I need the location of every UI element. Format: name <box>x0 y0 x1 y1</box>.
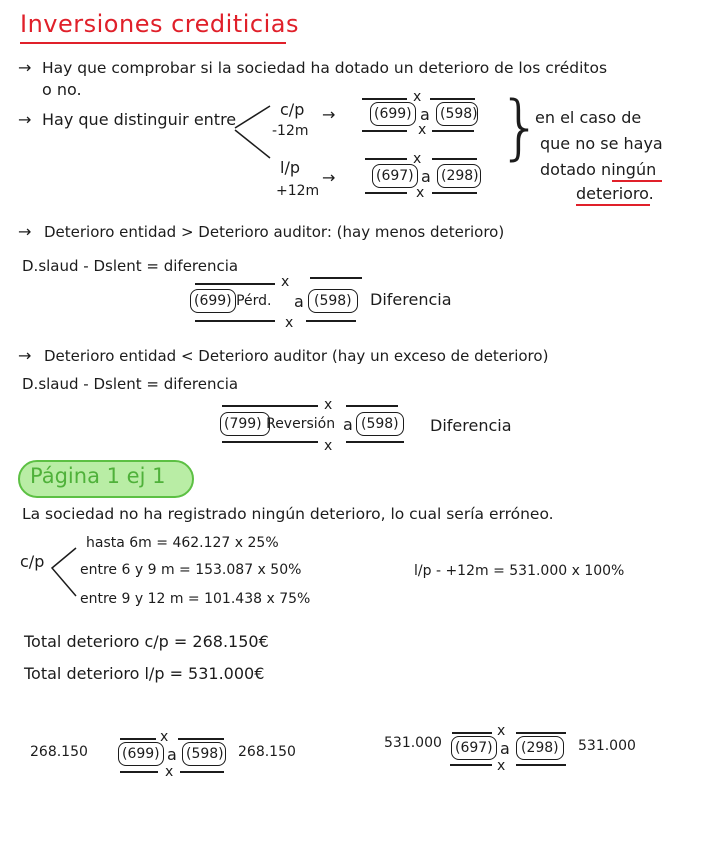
lp-label: l/p <box>280 158 300 177</box>
entry2-a: a <box>500 739 510 758</box>
entry-rule <box>516 764 566 766</box>
entry1-right-amount: 268.150 <box>238 744 296 760</box>
entry-rule <box>222 405 318 407</box>
entry-rule <box>432 130 474 132</box>
case1-heading: Deterioro entidad > Deterioro auditor: (hay menos deterioro) <box>44 223 505 241</box>
cp-row-3: entre 9 y 12 m = 101.438 x 75% <box>80 591 311 607</box>
branch-lines <box>230 100 280 180</box>
right-brace: } <box>498 86 543 168</box>
entry-rule <box>195 283 275 285</box>
lp-row: l/p - +12m = 531.000 x 100% <box>414 563 625 579</box>
entry-rule <box>365 192 407 194</box>
entry-rule <box>120 738 156 740</box>
account-699: (699) <box>374 106 412 122</box>
entry-mark: x <box>160 729 169 745</box>
entry2-right-amount: 531.000 <box>578 738 636 754</box>
note-line-3: dotado ningún <box>540 160 657 179</box>
entry-mark: x <box>413 89 422 105</box>
case2-formula: D.slaud - Dslent = diferencia <box>22 375 239 393</box>
entry-rule <box>195 320 275 322</box>
entry-rule <box>450 764 492 766</box>
account-697: (697) <box>376 168 414 184</box>
entry-rule <box>346 441 404 443</box>
entry-rule <box>346 405 398 407</box>
entry-a: a <box>421 167 431 186</box>
case1-amount: Diferencia <box>370 290 452 309</box>
entry-rule <box>516 732 566 734</box>
case1-debit: (699) Pérd. <box>194 293 272 309</box>
page-title: Inversiones crediticias <box>20 10 299 38</box>
entry-rule <box>362 130 407 132</box>
entry-mark: x <box>281 274 290 290</box>
bullet-arrow-icon: → <box>18 222 32 241</box>
entry1-credit: (598) <box>186 746 224 762</box>
bullet-arrow-icon: → <box>18 346 32 365</box>
account-298: (298) <box>441 168 479 184</box>
entry2-debit: (697) <box>455 740 493 756</box>
entry-mark: x <box>165 764 174 780</box>
entry-rule <box>180 771 224 773</box>
case2-debit: (799) Reversión <box>224 416 336 432</box>
case2-amount: Diferencia <box>430 416 512 435</box>
entry-rule <box>306 320 356 322</box>
statement: La sociedad no ha registrado ningún deterioro, lo cual sería erróneo. <box>22 505 554 523</box>
cp-row-1: hasta 6m = 462.127 x 25% <box>86 535 279 551</box>
entry1-a: a <box>167 745 177 764</box>
entry-rule <box>430 98 475 100</box>
entry-mark: x <box>324 438 333 454</box>
total-lp: Total deterioro l/p = 531.000€ <box>24 664 265 683</box>
entry-mark: x <box>285 315 294 331</box>
entry1-debit: (699) <box>122 746 160 762</box>
entry-rule <box>362 98 407 100</box>
entry-mark: x <box>497 723 506 739</box>
entry-mark: x <box>416 185 425 201</box>
intro-line-3: Hay que distinguir entre <box>42 110 237 129</box>
lp-arrow-icon: → <box>322 168 336 187</box>
title-underline <box>20 42 286 44</box>
note-line-1: en el caso de <box>535 108 642 127</box>
entry2-left-amount: 531.000 <box>384 735 442 751</box>
case1-formula: D.slaud - Dslent = diferencia <box>22 257 239 275</box>
entry-rule <box>432 158 477 160</box>
entry-rule <box>452 732 492 734</box>
entry-a: a <box>420 105 430 124</box>
intro-line-2: o no. <box>42 80 82 99</box>
case2-heading: Deterioro entidad < Deterioro auditor (hay un exceso de deterioro) <box>44 347 549 365</box>
note-underline <box>612 180 662 182</box>
cp-group-lines <box>48 540 78 602</box>
note-line-4: deterioro. <box>576 184 654 203</box>
case1-credit: (598) <box>314 293 352 309</box>
total-cp: Total deterioro c/p = 268.150€ <box>24 632 269 651</box>
entry2-credit: (298) <box>521 740 559 756</box>
case2-credit: (598) <box>361 416 399 432</box>
entry-mark: x <box>497 758 506 774</box>
page-label: Página 1 ej 1 <box>30 464 166 488</box>
intro-line-1: Hay que comprobar si la sociedad ha dotado un deterioro de los créditos <box>42 59 608 77</box>
entry-rule <box>365 158 407 160</box>
cp-group-label: c/p <box>20 552 45 571</box>
lp-term: +12m <box>276 183 320 199</box>
cp-label: c/p <box>280 100 305 119</box>
entry-mark: x <box>324 397 333 413</box>
entry-mark: x <box>418 122 427 138</box>
entry-mark: x <box>413 151 422 167</box>
entry-rule <box>178 738 224 740</box>
entry-a: a <box>343 415 353 434</box>
entry1-left-amount: 268.150 <box>30 744 88 760</box>
entry-rule <box>222 441 318 443</box>
bullet-arrow-icon: → <box>18 110 32 129</box>
cp-row-2: entre 6 y 9 m = 153.087 x 50% <box>80 562 302 578</box>
entry-rule <box>310 277 362 279</box>
bullet-arrow-icon: → <box>18 58 32 77</box>
entry-rule <box>120 771 158 773</box>
note-underline <box>576 204 650 206</box>
cp-arrow-icon: → <box>322 105 336 124</box>
entry-rule <box>432 192 477 194</box>
entry-a: a <box>294 292 304 311</box>
cp-term: -12m <box>272 123 309 139</box>
note-line-2: que no se haya <box>540 134 663 153</box>
account-598: (598) <box>440 106 478 122</box>
